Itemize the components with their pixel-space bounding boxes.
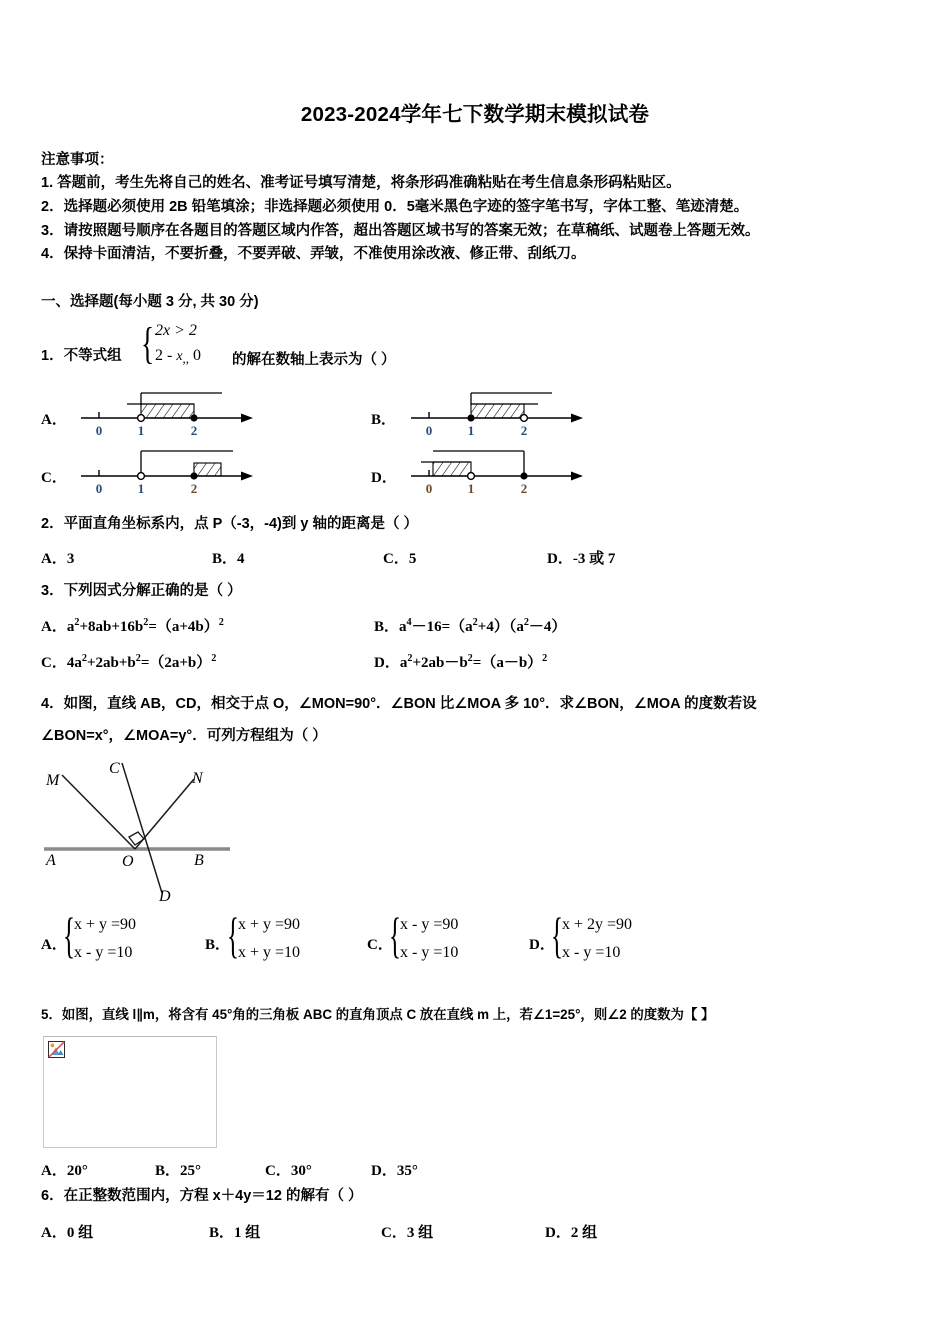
question-4-options (0, 907, 950, 977)
svg-text:A: A (46, 852, 56, 870)
svg-text:0: 0 (95, 481, 103, 497)
question-4-option-B-eq1: x + y =90 (238, 916, 301, 934)
question-1 (0, 320, 950, 372)
svg-text:1: 1 (137, 423, 145, 439)
question-3-option-C[interactable]: C．$4a^2+2ab+b^2=(2a+b)^2$ (41, 653, 217, 672)
question-2-options (0, 547, 950, 581)
brace-glyph-D: { (551, 907, 563, 964)
question-4-line-1: 4．如图，直线 AB，CD，相交于点 O，∠MON=90°．∠BON 比∠MOA 多 10°．求∠BON，∠MOA 的度数若设 (41, 696, 757, 713)
svg-text:M: M (46, 772, 60, 790)
question-4-figure (0, 753, 950, 905)
svg-text:2: 2 (190, 481, 198, 497)
question-1-tail: 的解在数轴上表示为（ ） (232, 352, 396, 369)
question-5-text: 5．如图，直线 l∥m，将含有 45°角的三角板 ABC 的直角顶点 C 放在直线 m 上，若∠1=25°，则∠2 的度数为【 】 (41, 1007, 715, 1023)
broken-image-icon (48, 1041, 65, 1058)
question-4-option-B-eq2: x + y =10 (238, 944, 301, 962)
question-4-option-A-eq2: x - y =10 (74, 944, 133, 962)
notice-line-4: 4．保持卡面清洁，不要折叠，不要弄破、弄皱，不准使用涂改液、修正带、刮纸刀。 (41, 246, 586, 263)
question-3-text: 3．下列因式分解正确的是（ ） (41, 583, 242, 600)
question-2-option-C[interactable]: C．5 (383, 551, 417, 568)
notice-block (0, 149, 950, 268)
question-2-text: 2．平面直角坐标系内，点 P（-3，-4)到 y 轴的距离是（ ） (41, 516, 419, 533)
section-heading: 一、选择题(每小题 3 分, 共 30 分) (41, 294, 259, 311)
question-3-option-B[interactable]: B．$a^4-16=(a^2+4)(a^2-4)$ (374, 617, 567, 636)
choice-C[interactable] (41, 440, 331, 498)
question-5-option-C[interactable]: C．30° (265, 1163, 312, 1179)
brace-glyph: { (141, 319, 155, 369)
question-5-option-B[interactable]: B．25° (155, 1163, 202, 1179)
notice-line-3: 3．请按照题号顺序在各题目的答题区域内作答，超出答题区域书写的答案无效；在草稿纸、试题卷上答题无效。 (41, 222, 760, 239)
question-6-option-A[interactable]: A．0 组 (41, 1225, 94, 1241)
question-5-figure-placeholder (43, 1036, 217, 1148)
brace-glyph-B: { (227, 907, 239, 964)
system-line-2-var: x (176, 349, 183, 365)
question-6-option-D[interactable]: D．2 组 (545, 1225, 598, 1241)
question-6-option-C[interactable]: C．3 组 (381, 1225, 434, 1241)
choice-D[interactable] (371, 440, 661, 498)
notice-line-2: 2．选择题必须使用 2B 铅笔填涂；非选择题必须使用 0．5毫米黑色字迹的签字笔书写，字体工整、笔迹清楚。 (41, 198, 749, 215)
question-6-text: 6．在正整数范围内，方程 x＋4y＝12 的解有（ ） (41, 1188, 363, 1204)
svg-text:1: 1 (467, 423, 475, 439)
svg-text:C: C (109, 760, 120, 778)
question-4-line-2: ∠BON=x°，∠MOA=y°．可列方程组为（ ） (41, 728, 327, 745)
system-line-2-pre: 2 - (155, 347, 173, 365)
system-line-2 (155, 347, 201, 367)
svg-text:1: 1 (467, 481, 475, 497)
question-4-option-D-eq1: x + 2y =90 (562, 916, 633, 934)
system-line-2-sub: ,, (182, 351, 190, 367)
notice-line-1: 1. 答题前，考生先将自己的姓名、准考证号填写清楚，将条形码准确粘贴在考生信息条形码粘贴区。 (41, 175, 681, 192)
question-1-lead-text: 不等式组 (63, 348, 122, 365)
svg-text:O: O (122, 853, 134, 871)
question-6-options (0, 1221, 598, 1245)
svg-text:0: 0 (425, 423, 433, 439)
svg-text:2: 2 (520, 481, 528, 497)
question-1-lead (41, 344, 122, 365)
choice-B[interactable] (371, 382, 661, 440)
question-2-option-D[interactable]: D．-3 或 7 (547, 551, 616, 568)
choice-B-numberline (407, 382, 607, 438)
svg-text:N: N (192, 770, 203, 788)
brace-glyph-A: { (63, 907, 75, 964)
choice-A-letter: A． (41, 412, 67, 429)
svg-text:0: 0 (425, 481, 433, 497)
svg-text:B: B (194, 852, 204, 870)
choice-D-numberline (407, 440, 607, 496)
question-5-option-A[interactable]: A．20° (41, 1163, 88, 1179)
choice-B-letter: B． (371, 412, 397, 429)
question-3-options-row1 (0, 615, 950, 651)
svg-text:D: D (159, 888, 171, 904)
angle-diagram (34, 753, 249, 903)
question-5-option-D[interactable]: D．35° (371, 1163, 418, 1179)
svg-text:1: 1 (137, 481, 145, 497)
question-4-option-C-eq2: x - y =10 (400, 944, 459, 962)
choice-D-letter: D． (371, 470, 397, 487)
choice-C-letter: C． (41, 470, 67, 487)
question-3-option-D[interactable]: D．$a^2+2ab-b^2=(a-b)^2$ (374, 653, 548, 672)
system-line-1: 2x > 2 (155, 322, 197, 340)
question-3-option-A[interactable]: A．$a^2+8ab+16b^2=(a+4b)^2$ (41, 617, 224, 636)
page-title: 2023-2024学年七下数学期末模拟试卷 (300, 103, 650, 126)
question-3-options-row2 (0, 651, 950, 685)
question-5-options (0, 1159, 418, 1183)
question-1-number: 1． (41, 348, 64, 365)
question-4-option-A-eq1: x + y =90 (74, 916, 137, 934)
question-4-option-C-letter: C． (367, 937, 393, 954)
question-4-option-B-letter: B． (205, 937, 231, 954)
question-1-choices (0, 382, 950, 504)
question-4-option-D-letter: D． (529, 937, 555, 954)
question-4-option-A-letter: A． (41, 937, 67, 954)
system-line-2-post: 0 (193, 347, 202, 365)
question-2-option-A[interactable]: A．3 (41, 551, 75, 568)
choice-A-numberline (77, 382, 277, 438)
choice-C-numberline (77, 440, 277, 496)
question-4-option-D-eq2: x - y =10 (562, 944, 621, 962)
choice-A[interactable] (41, 382, 331, 440)
question-4-option-C-eq1: x - y =90 (400, 916, 459, 934)
svg-text:2: 2 (190, 423, 198, 439)
question-6-option-B[interactable]: B．1 组 (209, 1225, 261, 1241)
svg-text:2: 2 (520, 423, 528, 439)
brace-glyph-C: { (389, 907, 401, 964)
svg-text:0: 0 (95, 423, 103, 439)
question-2-option-B[interactable]: B．4 (212, 551, 245, 568)
notice-heading: 注意事项： (41, 151, 114, 168)
